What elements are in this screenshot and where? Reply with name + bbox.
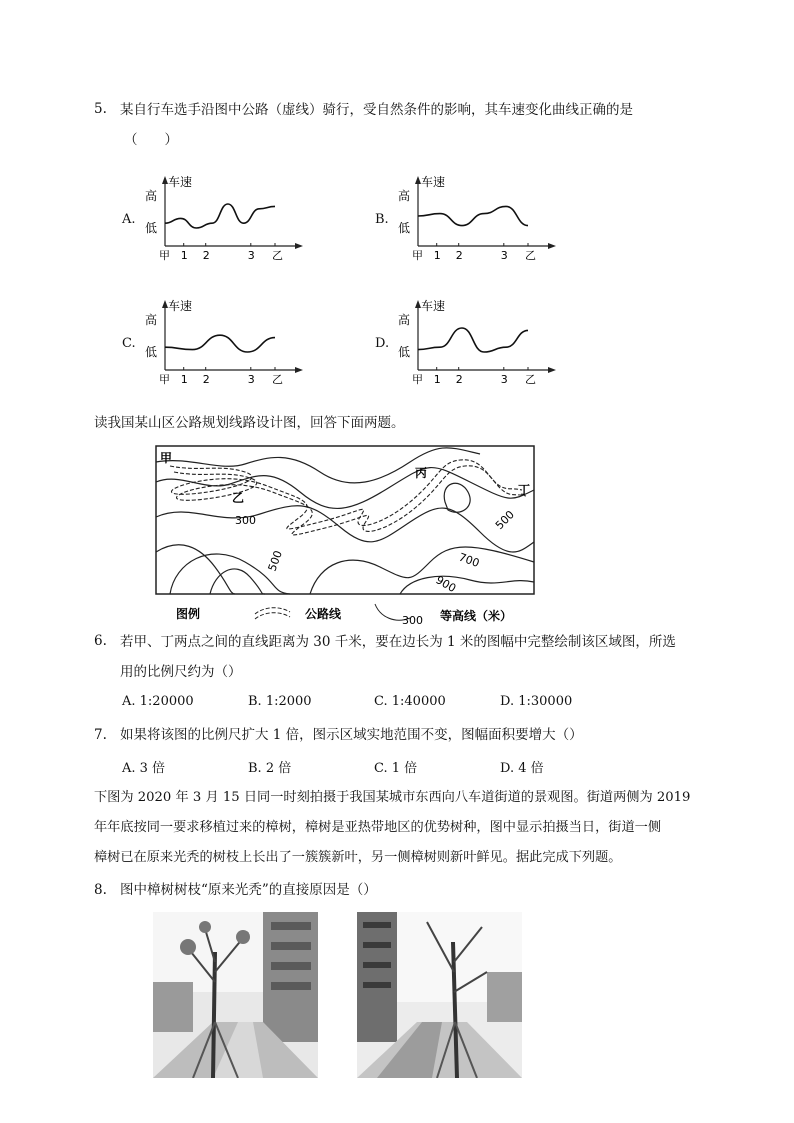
legend-road-label: 公路线 — [305, 607, 342, 621]
x-axis-arrow — [548, 243, 556, 249]
speed-curve — [165, 335, 275, 352]
x-tick-label: 3 — [500, 373, 508, 386]
x-axis-arrow — [295, 367, 303, 373]
q6-option-c[interactable]: C. 1:40000 — [374, 694, 446, 709]
map-label-bing: 丙 — [415, 466, 428, 480]
legend-title: 图例 — [176, 607, 201, 621]
q5-graph-b — [398, 172, 558, 262]
q5-bracket: （ ） — [124, 132, 178, 148]
contour-value-300: 300 — [235, 514, 256, 527]
x-tick-label: 3 — [500, 249, 508, 262]
q5-graph-d — [398, 296, 558, 386]
q6-text-line2: 用的比例尺约为（） — [120, 664, 242, 680]
y-axis-label: 车速 — [168, 299, 193, 313]
x-tick-label: 甲 — [412, 249, 423, 262]
q7-option-c[interactable]: C. 1 倍 — [374, 761, 418, 776]
speed-curve — [418, 206, 528, 225]
y-axis-label: 车速 — [421, 175, 446, 189]
x-tick-label: 3 — [247, 373, 255, 386]
q6-option-d[interactable]: D. 1:30000 — [500, 694, 573, 709]
q7-text: 如果将该图的比例尺扩大 1 倍，图示区域实地范围不变，图幅面积要增大（） — [120, 727, 583, 743]
legend-contour-label: 等高线（米） — [440, 609, 513, 623]
x-tick-label: 1 — [180, 249, 188, 262]
x-tick-label: 1 — [180, 373, 188, 386]
intro-text-1: 读我国某山区公路规划线路设计图，回答下面两题。 — [94, 415, 405, 431]
intro-text-2-line3: 樟树已在原来光秃的树枝上长出了一簇簇新叶，另一侧樟树则新叶鲜见。据此完成下列题。 — [94, 850, 622, 865]
x-tick-label: 2 — [202, 373, 210, 386]
x-tick-label: 乙 — [525, 373, 536, 386]
x-tick-label: 乙 — [272, 373, 283, 386]
q5-text: 某自行车选手沿图中公路（虚线）骑行，受自然条件的影响，其车速变化曲线正确的是 — [120, 102, 633, 118]
map-label-yi: 乙 — [232, 491, 245, 505]
speed-curve — [418, 328, 528, 352]
q5-option-a-label: A. — [122, 212, 136, 227]
x-tick-label: 2 — [455, 249, 463, 262]
x-axis-arrow — [548, 367, 556, 373]
x-tick-label: 2 — [202, 249, 210, 262]
x-tick-label: 甲 — [159, 249, 170, 262]
y-low-label: 低 — [145, 345, 158, 359]
q8-number: 8. — [94, 882, 107, 898]
q7-option-a[interactable]: A. 3 倍 — [122, 761, 166, 776]
contour-value-900: 900 — [433, 573, 459, 596]
contour-value-700: 700 — [456, 550, 482, 571]
q5-graph-c — [145, 296, 305, 386]
x-tick-label: 乙 — [272, 249, 283, 262]
x-tick-label: 2 — [455, 373, 463, 386]
map-label-jia: 甲 — [160, 451, 173, 465]
contour-value-500-b: 500 — [492, 508, 517, 533]
q7-option-d[interactable]: D. 4 倍 — [500, 761, 544, 776]
map-label-ding: 丁 — [518, 483, 531, 497]
y-low-label: 低 — [398, 221, 411, 235]
street-photo-right — [357, 912, 522, 1078]
q6-option-b[interactable]: B. 1:2000 — [248, 694, 312, 709]
x-tick-label: 1 — [433, 249, 441, 262]
legend-contour-value: 300 — [402, 614, 423, 627]
q5-graph-a — [145, 172, 305, 262]
y-high-label: 高 — [398, 189, 411, 203]
q6-option-a[interactable]: A. 1:20000 — [122, 694, 194, 709]
q5-option-d-label: D. — [375, 336, 390, 351]
y-high-label: 高 — [145, 189, 158, 203]
q8-text: 图中樟树树枝“原来光秃”的直接原因是（） — [120, 882, 377, 898]
q5-number: 5. — [94, 101, 107, 117]
y-axis-label: 车速 — [168, 175, 193, 189]
contour-value-500-a: 500 — [265, 548, 286, 574]
legend-road-symbol — [255, 613, 290, 619]
speed-curve — [165, 204, 275, 228]
y-axis-label: 车速 — [421, 299, 446, 313]
x-tick-label: 甲 — [412, 373, 423, 386]
q6-number: 6. — [94, 633, 107, 649]
q7-option-b[interactable]: B. 2 倍 — [248, 761, 292, 776]
intro-text-2-line1: 下图为 2020 年 3 月 15 日同一时刻拍摄于我国某城市东西向八车道街道的景观图。街道两侧为 2019 — [94, 790, 691, 805]
q6-text-line1: 若甲、丁两点之间的直线距离为 30 千米，要在边长为 1 米的图幅中完整绘制该区域图，所选 — [120, 634, 676, 650]
q5-option-b-label: B. — [375, 212, 389, 227]
y-high-label: 高 — [145, 313, 158, 327]
q7-number: 7. — [94, 727, 107, 743]
x-tick-label: 1 — [433, 373, 441, 386]
x-tick-label: 3 — [247, 249, 255, 262]
contour-map — [150, 442, 540, 627]
street-photo-left — [153, 912, 318, 1078]
intro-text-2-line2: 年年底按同一要求移植过来的樟树，樟树是亚热带地区的优势树种，图中显示拍摄当日，街道一侧 — [94, 820, 662, 835]
q5-option-c-label: C. — [122, 336, 136, 351]
x-axis-arrow — [295, 243, 303, 249]
y-low-label: 低 — [145, 221, 158, 235]
y-high-label: 高 — [398, 313, 411, 327]
x-tick-label: 乙 — [525, 249, 536, 262]
y-low-label: 低 — [398, 345, 411, 359]
x-tick-label: 甲 — [159, 373, 170, 386]
